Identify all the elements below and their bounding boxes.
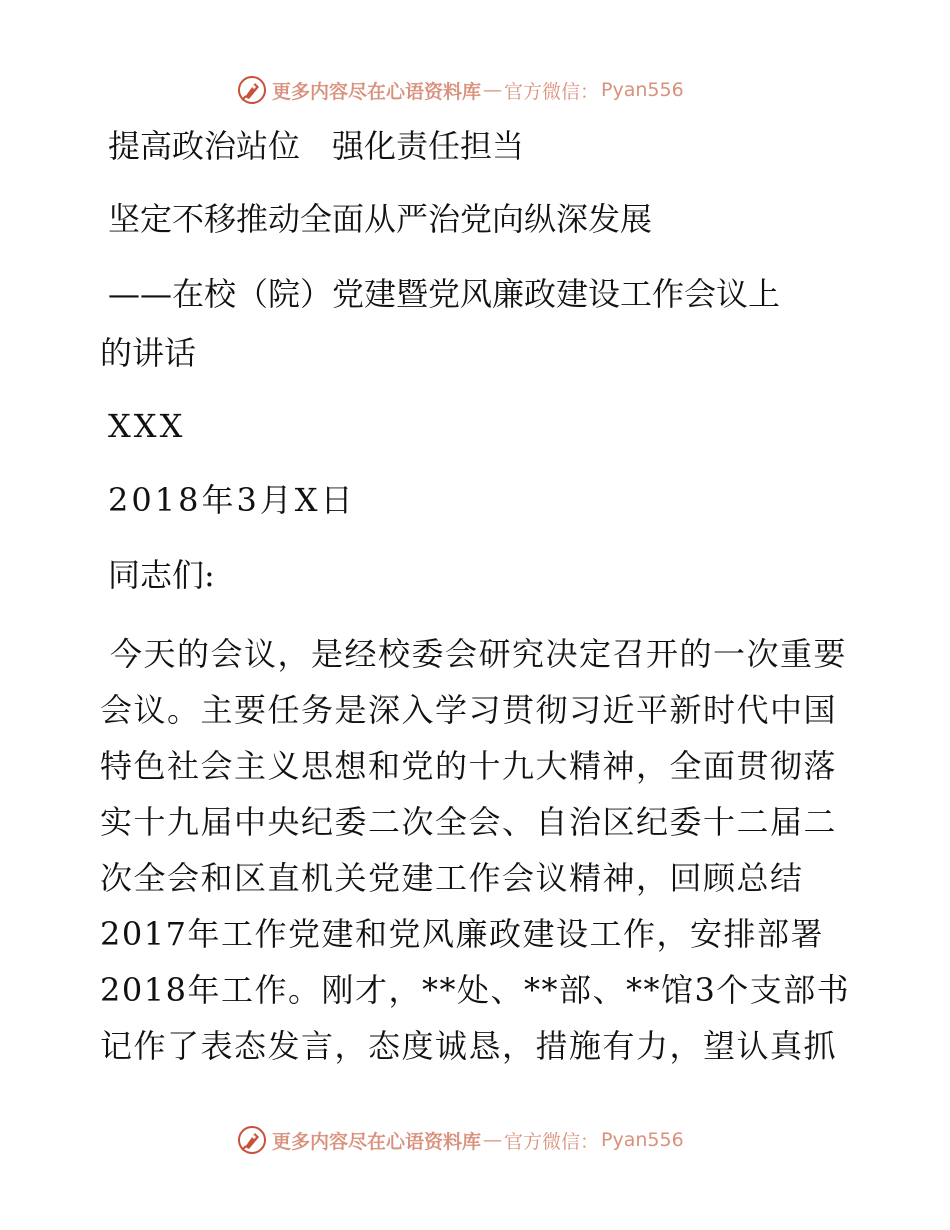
banner-dash: — <box>483 79 503 101</box>
footer-wechat-label: 官方微信： <box>504 1130 600 1153</box>
footer-wechat-id: Pyan556 <box>601 1129 684 1151</box>
author: XXX <box>108 407 186 445</box>
fountain-pen-nib-logo-icon <box>236 74 268 106</box>
footer-dash: — <box>483 1129 503 1151</box>
title-line-2: 坚定不移推动全面从严治党向纵深发展 <box>108 200 653 238</box>
subtitle-line-1: ——在校（院）党建暨党风廉政建设工作会议上 <box>108 275 781 313</box>
fountain-pen-nib-logo-icon <box>236 1124 268 1156</box>
footer-banner <box>0 1120 950 1160</box>
banner-slogan: 更多内容尽在心语资料库 <box>272 80 482 103</box>
date: 2018年3月X日 <box>108 481 356 519</box>
subtitle-line-2: 的讲话 <box>100 334 197 372</box>
footer-slogan: 更多内容尽在心语资料库 <box>272 1130 482 1153</box>
banner-wechat-id: Pyan556 <box>601 79 684 101</box>
banner-wechat-label: 官方微信： <box>504 80 600 103</box>
title-line-1: 提高政治站位 强化责任担当 <box>108 127 525 165</box>
body-paragraph-1: 今天的会议，是经校委会研究决定召开的一次重要会议。主要任务是深入学习贯彻习近平新时代中国特色社会主义思想和党的十九大精神，全面贯彻落实十九届中央纪委二次全会、自治区纪委十二届二次全会和区直机关党建工作会议精神，回顾总结2017年工作党建和党风廉政建设工作，安排部署2018年工作。刚才，**处、**部、**馆3个支部书记作了表态发言，态度诚恳，措施有力，望认真抓 <box>100 635 851 1065</box>
header-banner <box>0 70 950 110</box>
salutation: 同志们: <box>108 556 215 594</box>
